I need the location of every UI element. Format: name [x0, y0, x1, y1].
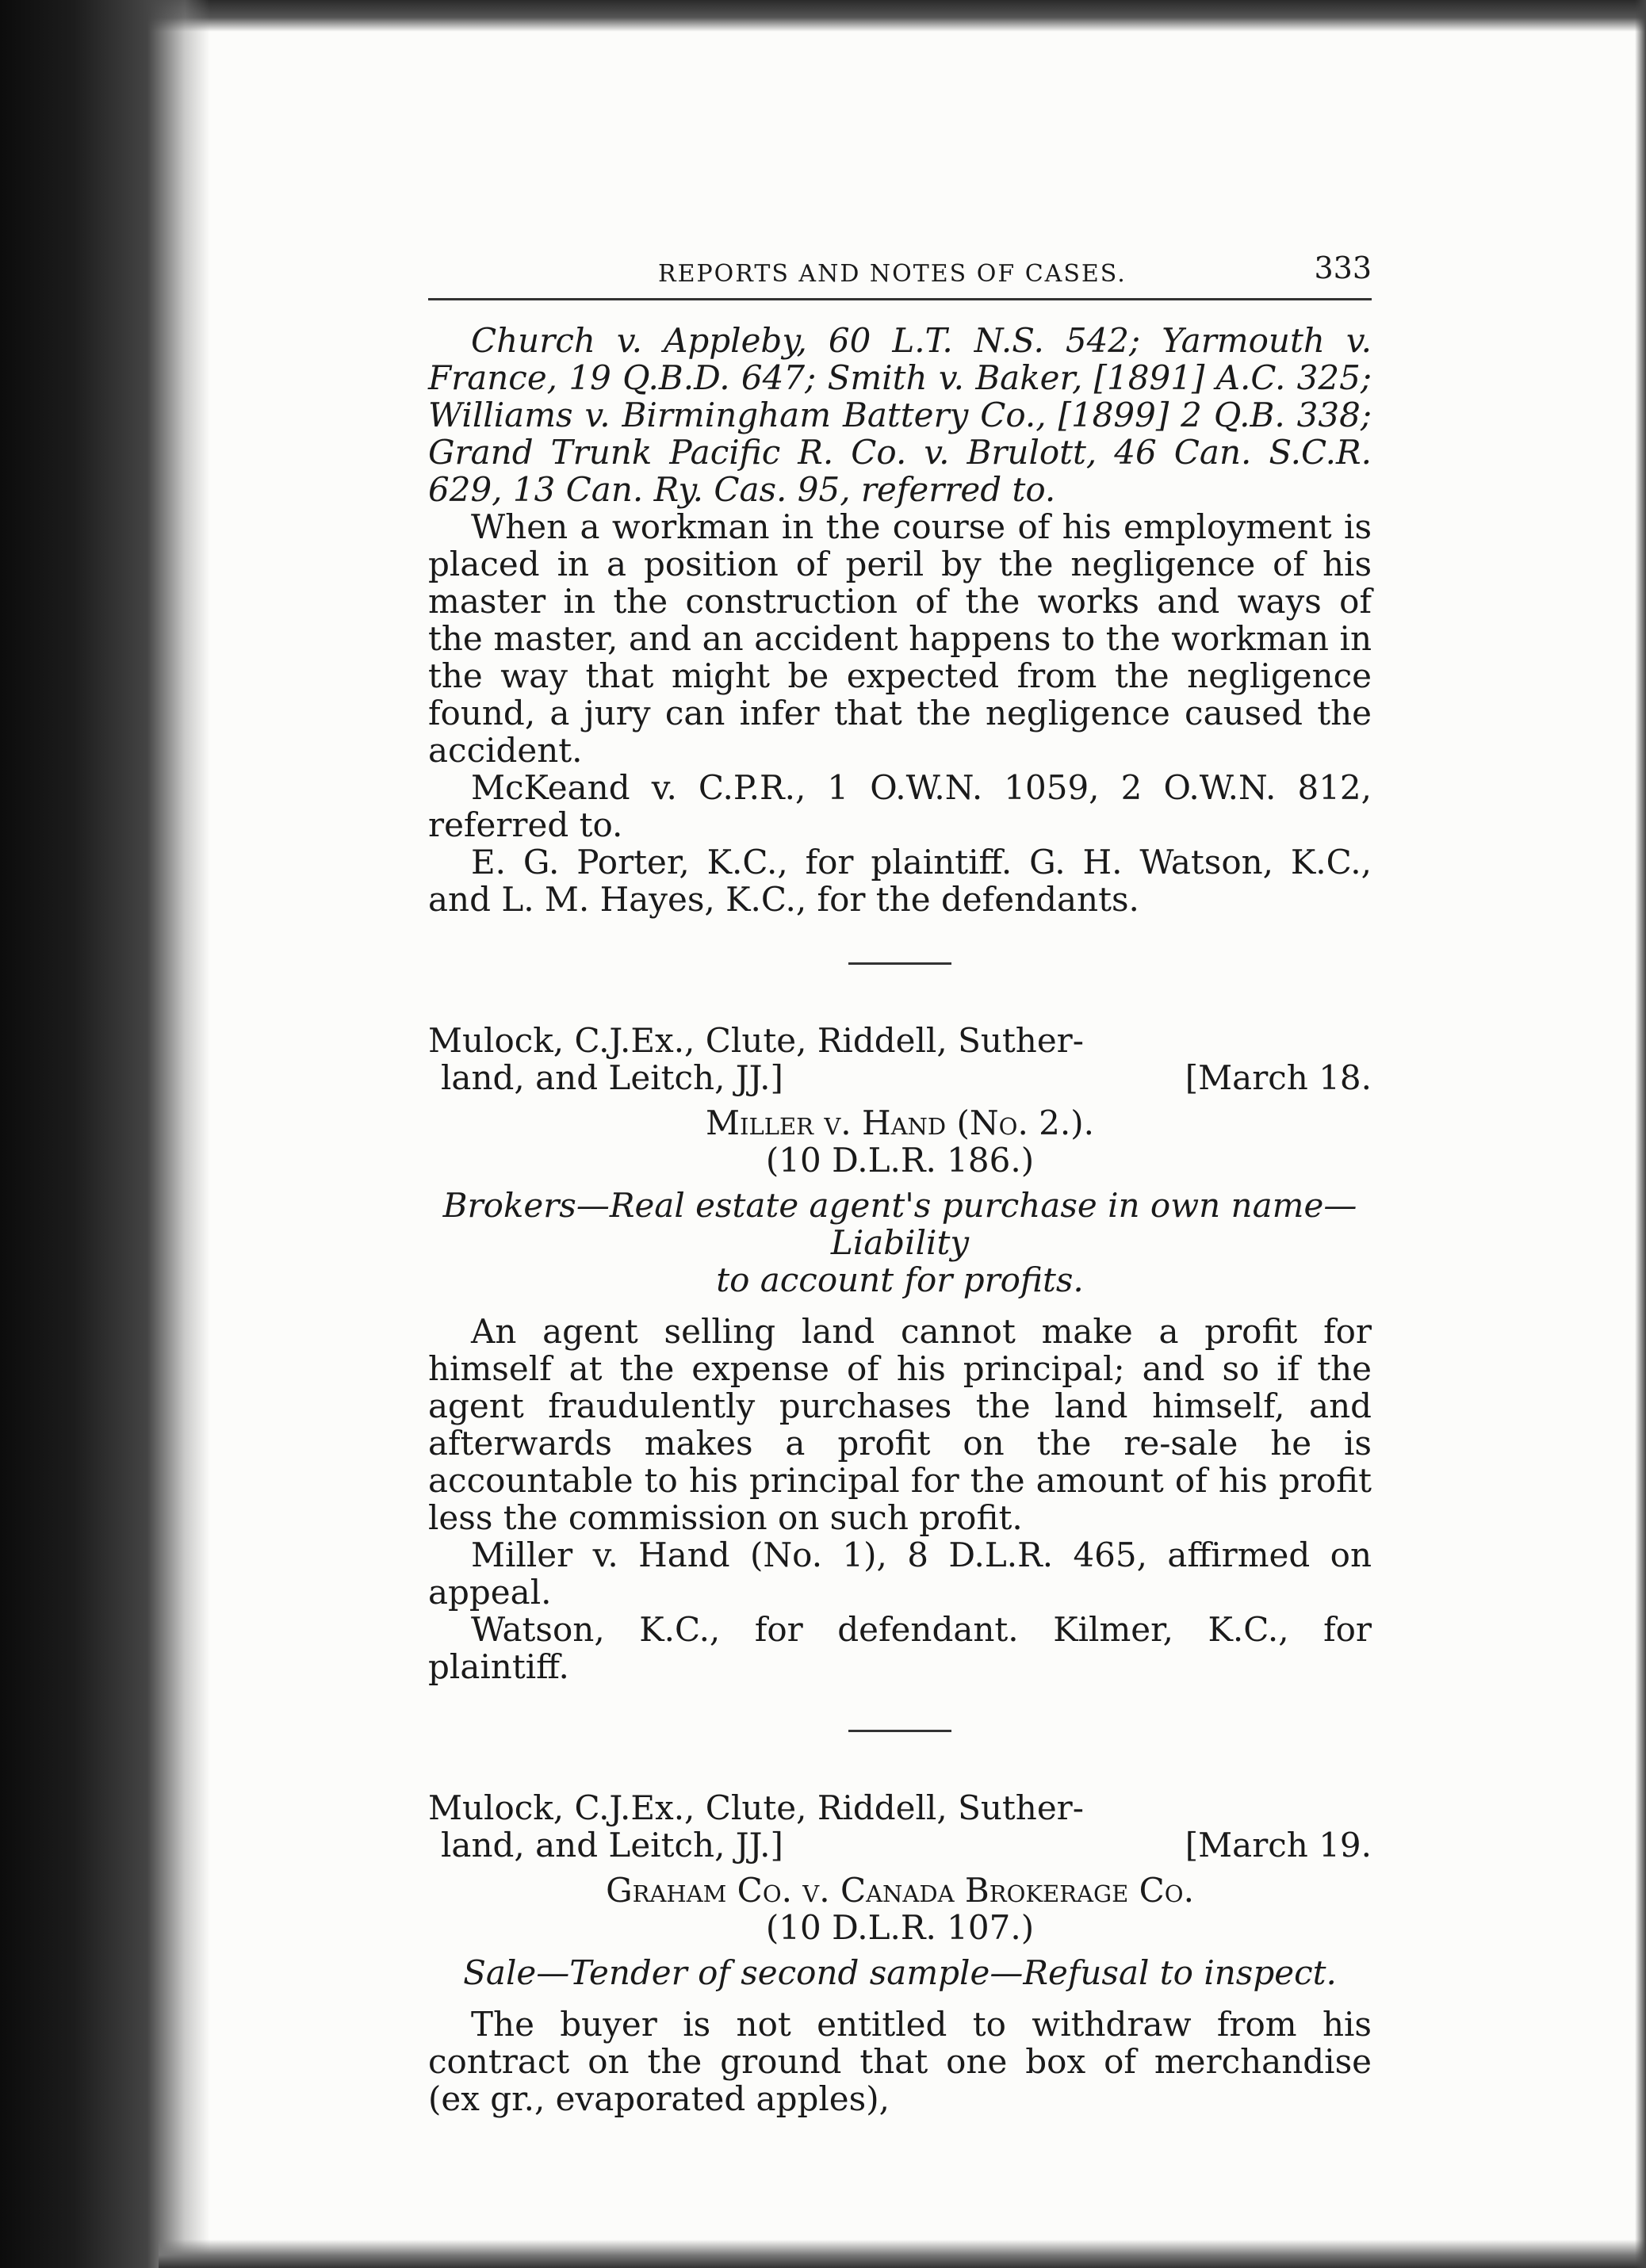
- case1-counsel: E. G. Porter, K.C., for plaintiff. G. H. Watson, K.C., and L. M. Hayes, K.C., for the defendants.: [428, 843, 1372, 919]
- case2-headnote-2: to account for profits.: [716, 1260, 1084, 1299]
- case2-court: Mulock, C.J.Ex., Clute, Riddell, Suther-: [428, 1021, 1084, 1060]
- case1-citations: Church v. Appleby, 60 L.T. N.S. 542; Yarmouth v. France, 19 Q.B.D. 647; Smith v. Baker, [1891] A.C. 325; Williams v. Birmingham Battery Co., [1899] 2 Q.B. 338; Grand Trunk Pacific R. Co. v. Brulott, 46 Can. S.C.R. 629, 13 Can. Ry. Cas. 95, referred to.: [428, 321, 1372, 509]
- case3-court-date-line: [428, 1826, 1372, 1864]
- case2-counsel: Watson, K.C., for defendant. Kilmer, K.C., for plaintiff.: [428, 1610, 1372, 1686]
- scan-top-border: [0, 0, 1646, 32]
- case2-date: [March 18.: [1185, 1058, 1372, 1097]
- section-divider: [848, 962, 951, 965]
- page-number: 333: [1314, 251, 1372, 285]
- case3-headnote: Sale—Tender of second sample—Refusal to inspect.: [463, 1953, 1337, 1992]
- section-divider: [848, 1730, 951, 1732]
- running-title: REPORTS AND NOTES OF CASES.: [658, 260, 1127, 288]
- case3-court-cont: land, and Leitch, JJ.]: [441, 1826, 783, 1865]
- scan-left-border: [0, 0, 210, 2268]
- scan-right-border: [1635, 0, 1646, 2268]
- case1-holding: When a workman in the course of his employment is placed in a position of peril by the negligence of his master in the construction of the works and ways of the master, and an accident happens to the workman in the way that might be expected from the negligence found, a jury can infer that the negligence caused the accident.: [428, 507, 1372, 770]
- case2-holding: An agent selling land cannot make a profit for himself at the expense of his principal; and so if the agent fraudulently purchases the land himself, and afterwards makes a profit on the re-sale he is accountable to his principal for the amount of his profit less the commission on such profit.: [428, 1312, 1372, 1537]
- case2-affirmed: Miller v. Hand (No. 1), 8 D.L.R. 465, affirmed on appeal.: [428, 1536, 1372, 1612]
- case3-report-citation: (10 D.L.R. 107.): [765, 1908, 1035, 1947]
- case2-title: Miller v. Hand (No. 2.).: [706, 1103, 1094, 1142]
- case2-court-date-line: [428, 1059, 1372, 1096]
- running-header: [428, 246, 1372, 298]
- case2-report-citation: (10 D.L.R. 186.): [765, 1141, 1035, 1180]
- scan-bottom-border: [159, 2239, 1646, 2268]
- page-content: [428, 298, 1372, 2117]
- case2-headnote-1: Brokers—Real estate agent's purchase in own name—Liability: [442, 1186, 1357, 1262]
- case3-holding: The buyer is not entitled to withdraw from his contract on the ground that one box of merchandise (ex gr., evaporated apples),: [428, 2005, 1372, 2118]
- case1-referred: McKeand v. C.P.R., 1 O.W.N. 1059, 2 O.W.N. 812, referred to.: [428, 768, 1372, 844]
- header-rule: [428, 298, 1372, 300]
- case3-court: Mulock, C.J.Ex., Clute, Riddell, Suther-: [428, 1788, 1084, 1827]
- case2-court-cont: land, and Leitch, JJ.]: [441, 1058, 783, 1097]
- book-page: [428, 246, 1372, 2117]
- case3-title: Graham Co. v. Canada Brokerage Co.: [606, 1871, 1194, 1910]
- case3-date: [March 19.: [1185, 1826, 1372, 1865]
